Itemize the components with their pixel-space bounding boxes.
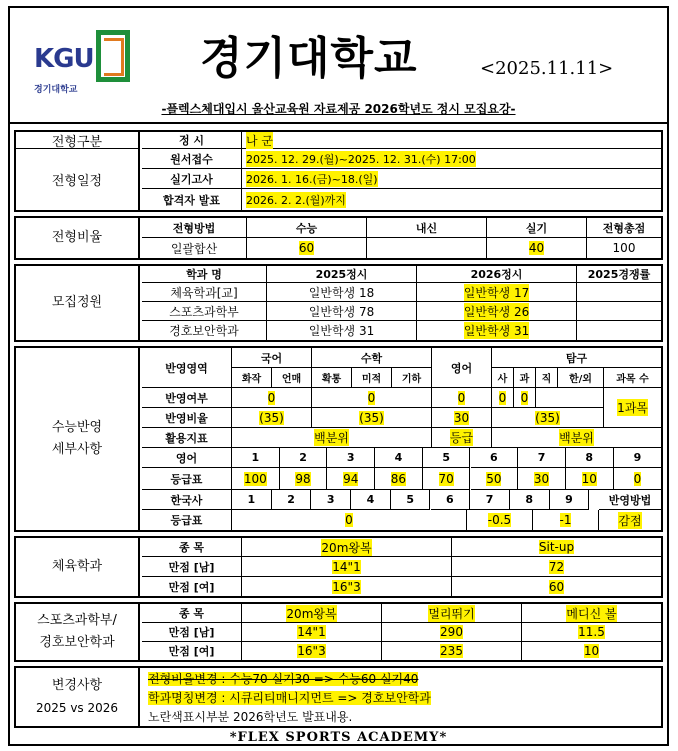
- th: 2025정시: [267, 266, 417, 283]
- eng-h-cell: 9: [614, 448, 662, 468]
- eng-v-cell: 30: [518, 468, 566, 490]
- td: 14"1: [242, 623, 382, 642]
- label-sports: 스포츠과학부/ 경호보안학과: [16, 604, 140, 660]
- document-frame: [8, 6, 669, 746]
- th: 학과 명: [142, 266, 267, 283]
- eng-h-cell: 2: [280, 448, 328, 468]
- td: [577, 321, 661, 340]
- th: 영어: [142, 448, 232, 468]
- eng-h-cell: 1: [232, 448, 280, 468]
- th: 2026정시: [417, 266, 577, 283]
- td: 일반학생 17: [417, 283, 577, 302]
- td: 0: [492, 388, 514, 408]
- label-pe: 체육학과: [16, 538, 140, 596]
- changes-list: [148, 670, 431, 727]
- header: [10, 8, 667, 124]
- label-schedule: 전형일정: [16, 149, 140, 210]
- td: [367, 238, 487, 258]
- change-item: 학과명칭변경 : 시큐리티매니지먼트 => 경호보안학과: [148, 691, 431, 705]
- kh-h-cell: 1: [232, 490, 272, 510]
- td: 11.5: [522, 623, 661, 642]
- th: 미적: [352, 368, 392, 388]
- row-label: 합격자 발표: [142, 189, 242, 210]
- td: 60: [548, 579, 565, 594]
- eng-v-cell: 10: [566, 468, 614, 490]
- td: [577, 283, 661, 302]
- th: 언매: [272, 368, 312, 388]
- eng-h-cell: 4: [375, 448, 423, 468]
- td: 일반학생 31: [417, 321, 577, 340]
- td: 감점: [618, 513, 642, 528]
- th: 한/외: [558, 368, 604, 388]
- row-label: 반영여부: [142, 388, 232, 408]
- row-label: 등급표: [142, 468, 232, 490]
- td: 235: [382, 642, 522, 660]
- row-label: 실기고사: [142, 169, 242, 189]
- row-label: 등급표: [142, 510, 232, 530]
- row-value: 2025. 12. 29.(월)~2025. 12. 31.(수) 17:00: [242, 149, 661, 169]
- th: 사: [492, 368, 514, 388]
- th: 메디신 볼: [522, 604, 661, 623]
- td: 10: [583, 644, 600, 658]
- th: 확통: [312, 368, 352, 388]
- section-changes: [14, 666, 663, 728]
- label-changes: 변경사항 2025 vs 2026: [16, 668, 140, 726]
- row-label: 만점 [남]: [142, 623, 242, 642]
- eng-h-cell: 5: [423, 448, 471, 468]
- td: 일반학생 31: [267, 321, 417, 340]
- row-label: 정 시: [142, 132, 242, 149]
- kh-h-cell: 4: [351, 490, 391, 510]
- kh-h-cell: 5: [391, 490, 431, 510]
- th: 내신: [367, 218, 487, 238]
- eng-v-cell: 98: [280, 468, 328, 490]
- th: 멀리뛰기: [382, 604, 522, 623]
- eng-v-cell: 0: [614, 468, 662, 490]
- change-item: 전형비율변경 : 수능70 실기30 => 수능60 실기40: [148, 672, 419, 686]
- kh-h-cell: 6: [431, 490, 471, 510]
- row-label: 만점 [여]: [142, 577, 242, 596]
- th: 20m왕복: [242, 538, 452, 557]
- td: (35): [312, 408, 432, 428]
- kh-h-cell: 7: [470, 490, 510, 510]
- section-pe-dept: [14, 536, 663, 598]
- row-label: 만점 [남]: [142, 557, 242, 577]
- td: [577, 302, 661, 321]
- th: 과: [514, 368, 536, 388]
- th: 2025경쟁률: [577, 266, 661, 283]
- eng-h-cell: 6: [471, 448, 519, 468]
- td: 등급: [432, 428, 492, 448]
- td: 스포츠과학부: [142, 302, 267, 321]
- logo-text: KGU: [34, 44, 94, 74]
- td: 100: [612, 241, 636, 255]
- td: 0: [312, 388, 432, 408]
- td: 290: [382, 623, 522, 642]
- footer: *FLEX SPORTS ACADEMY*: [229, 730, 448, 745]
- th: 종 목: [142, 604, 242, 623]
- th: 전형방법: [142, 218, 247, 238]
- subtitle: -플렉스체대입시 울산교육원 자료제공 2026학년도 정시 모집요강-: [161, 102, 516, 116]
- td: 16"3: [242, 642, 382, 660]
- eng-h-cell: 7: [518, 448, 566, 468]
- td: 1과목: [604, 388, 661, 428]
- td: [536, 388, 604, 408]
- th: 반영영역: [142, 348, 232, 388]
- section-suneung: [14, 346, 663, 532]
- td: 40: [487, 238, 587, 258]
- label-suneung: 수능반영 세부사항: [16, 348, 140, 530]
- td: 0: [432, 388, 492, 408]
- row-value: 나 군: [242, 132, 661, 149]
- kh-h-cell: 2: [272, 490, 312, 510]
- th: 20m왕복: [242, 604, 382, 623]
- th: 화작: [232, 368, 272, 388]
- td: 경호보안학과: [142, 321, 267, 340]
- td: 14"1: [242, 557, 452, 577]
- th: 국어: [232, 348, 312, 368]
- td: 16"3: [242, 577, 452, 596]
- row-label: 만점 [여]: [142, 642, 242, 660]
- th: 영어: [432, 348, 492, 388]
- kh-h-cell: 9: [550, 490, 590, 510]
- th: 전형총점: [587, 218, 661, 238]
- th: 실기: [487, 218, 587, 238]
- td: 60: [247, 238, 367, 258]
- logo-subtext: 경기대학교: [34, 85, 78, 95]
- doc-date: <2025.11.11>: [480, 58, 614, 79]
- label-ratio: 전형비율: [16, 218, 140, 258]
- row-value: 2026. 1. 16.(금)~18.(일): [242, 169, 661, 189]
- td: -1: [533, 510, 599, 530]
- kh-method-header: 반영방법: [599, 490, 661, 510]
- td: 백분위: [232, 428, 432, 448]
- td: 일반학생 18: [267, 283, 417, 302]
- kh-h-cell: 3: [311, 490, 351, 510]
- eng-v-cell: 86: [375, 468, 423, 490]
- th: 기하: [392, 368, 432, 388]
- section-schedule: [14, 130, 663, 212]
- kgu-logo: [30, 30, 140, 108]
- th: 한국사: [142, 490, 232, 510]
- row-label: 활용지표: [142, 428, 232, 448]
- td: 0: [232, 388, 312, 408]
- td: 72: [452, 557, 661, 577]
- section-quota: [14, 264, 663, 342]
- th: 탐구: [492, 348, 661, 368]
- th: 종 목: [142, 538, 242, 557]
- td: 일반학생 26: [417, 302, 577, 321]
- td: 0: [232, 510, 467, 530]
- label-quota: 모집정원: [16, 266, 140, 340]
- td: 체육학과[교]: [142, 283, 267, 302]
- td: 백분위: [492, 428, 661, 448]
- td: 30: [432, 408, 492, 428]
- td: 일괄합산: [142, 238, 247, 258]
- eng-h-cell: 3: [327, 448, 375, 468]
- th: 과목 수: [604, 368, 661, 388]
- row-value: 2026. 2. 2.(월)까지: [246, 193, 346, 207]
- kh-h-cell: 8: [510, 490, 550, 510]
- td: 일반학생 78: [267, 302, 417, 321]
- th: 직: [536, 368, 558, 388]
- row-label: 반영비율: [142, 408, 232, 428]
- th: Sit-up: [452, 538, 661, 557]
- eng-v-cell: 94: [327, 468, 375, 490]
- page-title: 경기대학교: [200, 33, 418, 84]
- eng-v-cell: 100: [232, 468, 280, 490]
- row-label: 원서접수: [142, 149, 242, 169]
- td: 0: [514, 388, 536, 408]
- eng-v-cell: 70: [423, 468, 471, 490]
- change-item: 노란색표시부분 2026학년도 발표내용.: [148, 710, 353, 724]
- th: 수학: [312, 348, 432, 368]
- section-ratio: [14, 216, 663, 260]
- th: 수능: [247, 218, 367, 238]
- td: (35): [232, 408, 312, 428]
- eng-h-cell: 8: [566, 448, 614, 468]
- td: (35): [492, 408, 604, 428]
- eng-v-cell: 50: [471, 468, 519, 490]
- td: -0.5: [467, 510, 533, 530]
- label-type: 전형구분: [16, 132, 140, 149]
- section-sports-security: [14, 602, 663, 662]
